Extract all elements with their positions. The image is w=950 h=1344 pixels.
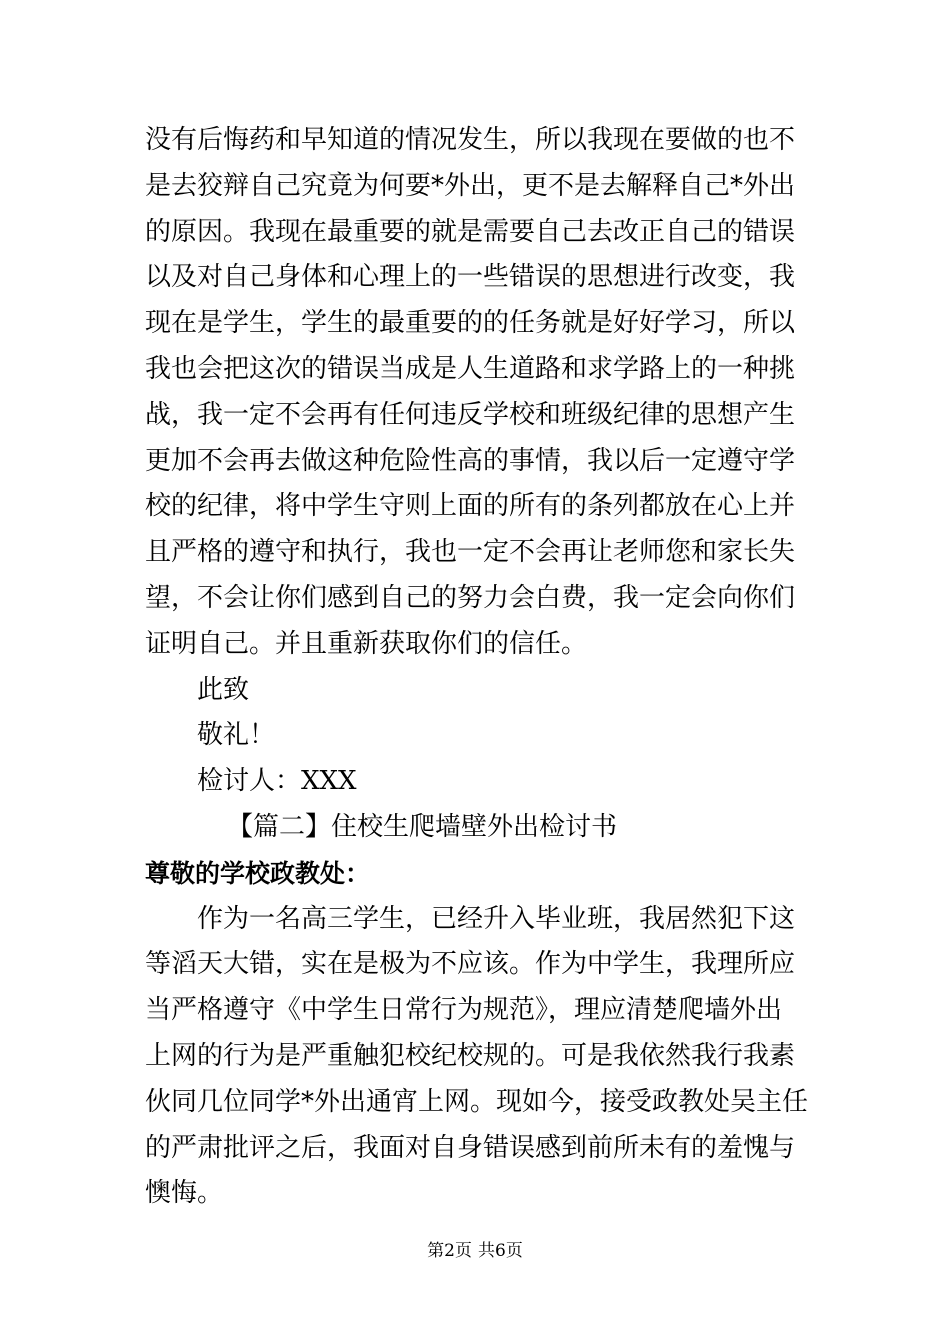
body-line: 伙同几位同学*外出通宵上网。现如今，接受政教处吴主任 [145, 1086, 809, 1117]
body-line: 的严肃批评之后，我面对自身错误感到前所未有的羞愧与 [145, 1132, 796, 1163]
page-total: 共6页 [478, 1241, 523, 1261]
body-line: 现在是学生，学生的最重要的的任务就是好好学习，所以 [145, 308, 796, 339]
body-line: 懊悔。 [145, 1178, 224, 1209]
body-line: 证明自己。并且重新获取你们的信任。 [145, 628, 588, 659]
signature: 检讨人：XXX [197, 766, 357, 797]
body-line: 没有后悔药和早知道的情况发生，所以我现在要做的也不 [145, 125, 796, 155]
body-line: 作为一名高三学生，已经升入毕业班，我居然犯下这 [197, 903, 796, 934]
section-title: 【篇二】住校生爬墙壁外出检讨书 [227, 811, 618, 842]
body-line: 的原因。我现在最重要的就是需要自己去改正自己的错误 [145, 216, 796, 247]
page-footer [0, 1240, 950, 1262]
body-line: 上网的行为是严重触犯校纪校规的。可是我依然我行我素 [145, 1040, 796, 1071]
closing-salutation: 此致 [197, 674, 250, 705]
closing-respect: 敬礼！ [197, 720, 276, 751]
body-line: 当严格遵守《中学生日常行为规范》，理应清楚爬墙外出 [145, 995, 783, 1026]
body-line: 我也会把这次的错误当成是人生道路和求学路上的一种挑 [145, 353, 796, 384]
body-line: 望，不会让你们感到自己的努力会白费，我一定会向你们 [145, 582, 796, 613]
body-line: 战，我一定不会再有任何违反学校和班级纪律的思想产生 [145, 399, 796, 430]
recipient-heading: 尊敬的学校政教处： [145, 858, 371, 888]
body-line: 以及对自己身体和心理上的一些错误的思想进行改变，我 [145, 262, 796, 293]
body-line: 等滔天大错，实在是极为不应该。作为中学生，我理所应 [145, 949, 796, 980]
body-line: 校的纪律，将中学生守则上面的所有的条列都放在心上并 [145, 491, 796, 522]
document-body [145, 118, 810, 1217]
page-number: 第2页 [427, 1241, 472, 1261]
body-line: 且严格的遵守和执行，我也一定不会再让老师您和家长失 [145, 537, 796, 568]
body-line: 是去狡辩自己究竟为何要*外出，更不是去解释自己*外出 [145, 170, 796, 201]
body-line: 更加不会再去做这种危险性高的事情，我以后一定遵守学 [145, 445, 796, 476]
